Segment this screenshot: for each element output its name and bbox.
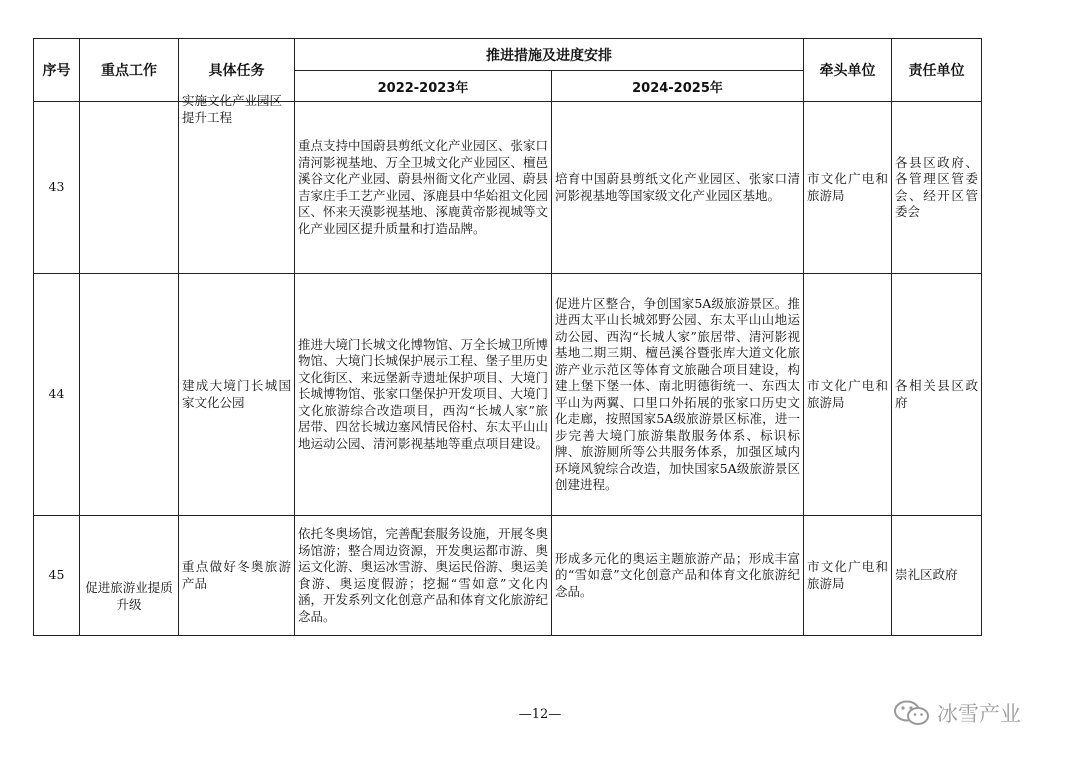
lead-unit: 市文化广电和旅游局	[804, 102, 892, 274]
period-2-measures: 形成多元化的奥运主题旅游产品；形成丰富的“雪如意”文化创意产品和体育文化旅游纪念品。	[552, 516, 804, 636]
wechat-icon	[893, 699, 931, 727]
task-cell	[179, 93, 295, 274]
task-cell: 建成大境门长城国家文化公园	[179, 274, 295, 516]
task-cut-text: 实施文化产业园区提升工程	[182, 93, 283, 125]
row-number: 44	[34, 274, 80, 516]
row-number: 45	[34, 516, 80, 636]
period-1-measures: 推进大境门长城文化博物馆、万全长城卫所博物馆、大境门长城保护展示工程、堡子里历史文化街区、来远堡新寺遗址保护项目、大境门长城博物馆、张家口堡保护开发项目、大境门文化旅游综合改造项目，西沟“长城人家”旅居带、四岔长城边塞风情民俗村、东太平山山地运动公园、清河影视基地等重点项目建设。	[295, 274, 552, 516]
task-cell: 重点做好冬奥旅游产品	[179, 516, 295, 636]
header-no: 序号	[34, 39, 80, 102]
header-period-1: 2022-2023年	[295, 71, 552, 102]
policy-table-sheet	[33, 38, 981, 636]
responsible-unit: 崇礼区政府	[892, 516, 982, 636]
table-row	[34, 102, 982, 274]
header-key-work: 重点工作	[80, 39, 179, 102]
key-work-cell-empty	[80, 102, 179, 274]
page-number: —12—	[518, 707, 562, 722]
key-work-cell-empty	[80, 274, 179, 516]
lead-unit: 市文化广电和旅游局	[804, 274, 892, 516]
period-2-measures: 培育中国蔚县剪纸文化产业园区、张家口清河影视基地等国家级文化产业园区基地。	[552, 102, 804, 274]
task-table	[33, 38, 982, 636]
table-row	[34, 516, 982, 636]
header-measures: 推进措施及进度安排	[295, 39, 804, 71]
responsible-unit: 各县区政府、各管理区管委会、经开区管委会	[892, 102, 982, 274]
table-row	[34, 274, 982, 516]
row-number: 43	[34, 102, 80, 274]
watermark	[893, 698, 1021, 728]
period-1-measures: 依托冬奥场馆，完善配套服务设施，开展冬奥场馆游；整合周边资源，开发奥运都市游、奥运文化游、奥运冰雪游、奥运民俗游、奥运美食游、奥运度假游；挖掘“雪如意”文化内涵，开发系列文化创意产品和体育文化旅游纪念品。	[295, 516, 552, 636]
lead-unit: 市文化广电和旅游局	[804, 516, 892, 636]
responsible-unit: 各相关县区政府	[892, 274, 982, 516]
header-task: 具体任务	[179, 39, 295, 102]
header-lead: 牵头单位	[804, 39, 892, 102]
header-responsible: 责任单位	[892, 39, 982, 102]
period-2-measures: 促进片区整合，争创国家5A级旅游景区。推进西太平山长城郊野公园、东太平山山地运动公园、西沟“长城人家”旅居带、清河影视基地二期三期、檀邑溪谷暨张库大道文化旅游产业示范区等体育文旅融合项目建设，构建上堡下堡一体、南北明德街统一、东西太平山为两翼、口里口外拓展的张家口历史文化走廊，按照国家5A级旅游景区标准，进一步完善大境门旅游集散服务体系、标识标牌、旅游厕所等公共服务体系，加强区域内环境风貌综合改造，加快国家5A级旅游景区创建进程。	[552, 274, 804, 516]
period-1-measures: 重点支持中国蔚县剪纸文化产业园区、张家口清河影视基地、万全卫城文化产业园区、檀邑溪谷文化产业园、蔚县州衙文化产业园、蔚县吉家庄手工艺产业园、涿鹿县中华始祖文化园区、怀来天漠影视基地、涿鹿黄帝影视城等文化产业园区提升质量和打造品牌。	[295, 102, 552, 274]
header-period-2: 2024-2025年	[552, 71, 804, 102]
watermark-text: 冰雪产业	[937, 702, 1021, 726]
key-work-cell: 促进旅游业提质升级	[80, 516, 179, 636]
